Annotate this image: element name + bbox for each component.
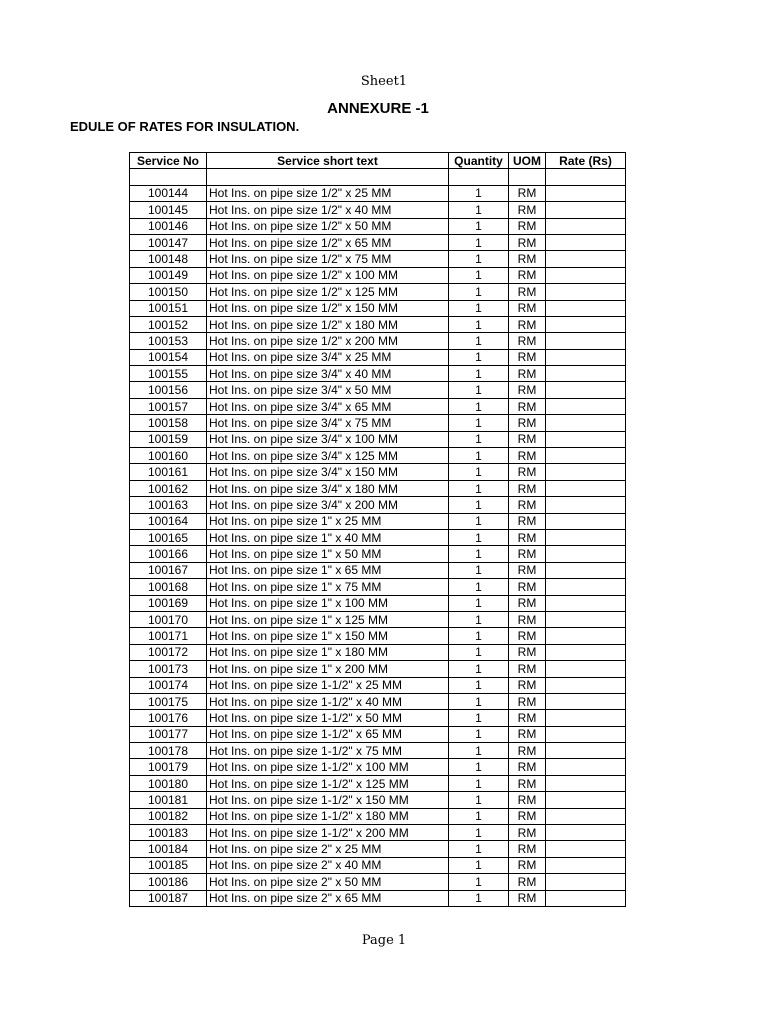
table-row bbox=[130, 857, 626, 873]
table-cell bbox=[130, 169, 207, 185]
quantity-cell: 1 bbox=[449, 284, 509, 300]
uom-cell: RM bbox=[509, 398, 546, 414]
rate-cell bbox=[546, 316, 626, 332]
service-no-cell: 100158 bbox=[130, 415, 207, 431]
service-text-cell: Hot Ins. on pipe size 1" x 125 MM bbox=[207, 611, 449, 627]
rate-cell bbox=[546, 497, 626, 513]
table-row bbox=[130, 661, 626, 677]
column-header-service-no: Service No bbox=[130, 153, 207, 169]
table-row bbox=[130, 611, 626, 627]
service-text-cell: Hot Ins. on pipe size 2" x 25 MM bbox=[207, 841, 449, 857]
rate-cell bbox=[546, 398, 626, 414]
table-row bbox=[130, 382, 626, 398]
service-text-cell: Hot Ins. on pipe size 1/2" x 200 MM bbox=[207, 333, 449, 349]
service-no-cell: 100169 bbox=[130, 595, 207, 611]
service-no-cell: 100175 bbox=[130, 693, 207, 709]
rate-cell bbox=[546, 644, 626, 660]
rate-cell bbox=[546, 775, 626, 791]
service-text-cell: Hot Ins. on pipe size 3/4" x 65 MM bbox=[207, 398, 449, 414]
service-no-cell: 100160 bbox=[130, 448, 207, 464]
table-row bbox=[130, 693, 626, 709]
rate-cell bbox=[546, 825, 626, 841]
rate-cell bbox=[546, 743, 626, 759]
table-row bbox=[130, 431, 626, 447]
rate-cell bbox=[546, 382, 626, 398]
rate-cell bbox=[546, 284, 626, 300]
uom-cell: RM bbox=[509, 415, 546, 431]
service-no-cell: 100186 bbox=[130, 874, 207, 890]
uom-cell: RM bbox=[509, 234, 546, 250]
service-no-cell: 100162 bbox=[130, 480, 207, 496]
rate-cell bbox=[546, 300, 626, 316]
service-text-cell: Hot Ins. on pipe size 1" x 100 MM bbox=[207, 595, 449, 611]
quantity-cell: 1 bbox=[449, 218, 509, 234]
service-no-cell: 100187 bbox=[130, 890, 207, 906]
table-row bbox=[130, 300, 626, 316]
rate-cell bbox=[546, 677, 626, 693]
table-row bbox=[130, 677, 626, 693]
table-row bbox=[130, 234, 626, 250]
quantity-cell: 1 bbox=[449, 644, 509, 660]
table-row bbox=[130, 185, 626, 201]
quantity-cell: 1 bbox=[449, 480, 509, 496]
table-row bbox=[130, 284, 626, 300]
quantity-cell: 1 bbox=[449, 628, 509, 644]
table-row bbox=[130, 890, 626, 906]
uom-cell: RM bbox=[509, 857, 546, 873]
table-row-spacer bbox=[130, 169, 626, 185]
table-row bbox=[130, 415, 626, 431]
quantity-cell: 1 bbox=[449, 677, 509, 693]
table-row bbox=[130, 710, 626, 726]
column-header-service-text: Service short text bbox=[207, 153, 449, 169]
service-no-cell: 100172 bbox=[130, 644, 207, 660]
service-no-cell: 100164 bbox=[130, 513, 207, 529]
service-text-cell: Hot Ins. on pipe size 3/4" x 50 MM bbox=[207, 382, 449, 398]
table-row bbox=[130, 398, 626, 414]
uom-cell: RM bbox=[509, 759, 546, 775]
quantity-cell: 1 bbox=[449, 579, 509, 595]
table-row bbox=[130, 497, 626, 513]
quantity-cell: 1 bbox=[449, 251, 509, 267]
rate-cell bbox=[546, 366, 626, 382]
service-text-cell: Hot Ins. on pipe size 1/2" x 150 MM bbox=[207, 300, 449, 316]
quantity-cell: 1 bbox=[449, 300, 509, 316]
uom-cell: RM bbox=[509, 513, 546, 529]
uom-cell: RM bbox=[509, 841, 546, 857]
quantity-cell: 1 bbox=[449, 234, 509, 250]
table-row bbox=[130, 546, 626, 562]
table-row bbox=[130, 464, 626, 480]
rate-cell bbox=[546, 202, 626, 218]
service-text-cell: Hot Ins. on pipe size 1/2" x 25 MM bbox=[207, 185, 449, 201]
table-row bbox=[130, 480, 626, 496]
service-text-cell: Hot Ins. on pipe size 1-1/2" x 50 MM bbox=[207, 710, 449, 726]
quantity-cell: 1 bbox=[449, 874, 509, 890]
rate-cell bbox=[546, 464, 626, 480]
page-title: ANNEXURE -1 bbox=[327, 100, 429, 117]
rate-cell bbox=[546, 874, 626, 890]
service-text-cell: Hot Ins. on pipe size 1/2" x 50 MM bbox=[207, 218, 449, 234]
service-text-cell: Hot Ins. on pipe size 1/2" x 75 MM bbox=[207, 251, 449, 267]
rate-cell bbox=[546, 611, 626, 627]
rate-cell bbox=[546, 726, 626, 742]
quantity-cell: 1 bbox=[449, 693, 509, 709]
uom-cell: RM bbox=[509, 251, 546, 267]
uom-cell: RM bbox=[509, 185, 546, 201]
quantity-cell: 1 bbox=[449, 448, 509, 464]
service-no-cell: 100171 bbox=[130, 628, 207, 644]
rate-cell bbox=[546, 562, 626, 578]
quantity-cell: 1 bbox=[449, 710, 509, 726]
rate-cell bbox=[546, 857, 626, 873]
rate-cell bbox=[546, 480, 626, 496]
service-text-cell: Hot Ins. on pipe size 3/4" x 25 MM bbox=[207, 349, 449, 365]
quantity-cell: 1 bbox=[449, 366, 509, 382]
service-text-cell: Hot Ins. on pipe size 1-1/2" x 40 MM bbox=[207, 693, 449, 709]
rate-cell bbox=[546, 218, 626, 234]
service-no-cell: 100181 bbox=[130, 792, 207, 808]
table-row bbox=[130, 562, 626, 578]
service-no-cell: 100184 bbox=[130, 841, 207, 857]
quantity-cell: 1 bbox=[449, 792, 509, 808]
table-row bbox=[130, 825, 626, 841]
service-no-cell: 100145 bbox=[130, 202, 207, 218]
table-row bbox=[130, 775, 626, 791]
uom-cell: RM bbox=[509, 562, 546, 578]
table-row bbox=[130, 644, 626, 660]
table-row bbox=[130, 726, 626, 742]
uom-cell: RM bbox=[509, 448, 546, 464]
quantity-cell: 1 bbox=[449, 661, 509, 677]
table-row bbox=[130, 759, 626, 775]
service-no-cell: 100155 bbox=[130, 366, 207, 382]
rate-cell bbox=[546, 267, 626, 283]
column-header-rate: Rate (Rs) bbox=[546, 153, 626, 169]
table-body bbox=[130, 169, 626, 907]
service-text-cell: Hot Ins. on pipe size 2" x 40 MM bbox=[207, 857, 449, 873]
service-no-cell: 100156 bbox=[130, 382, 207, 398]
rate-cell bbox=[546, 841, 626, 857]
quantity-cell: 1 bbox=[449, 431, 509, 447]
service-no-cell: 100150 bbox=[130, 284, 207, 300]
uom-cell: RM bbox=[509, 726, 546, 742]
service-no-cell: 100167 bbox=[130, 562, 207, 578]
service-text-cell: Hot Ins. on pipe size 1" x 75 MM bbox=[207, 579, 449, 595]
service-no-cell: 100182 bbox=[130, 808, 207, 824]
table-row bbox=[130, 448, 626, 464]
rate-cell bbox=[546, 628, 626, 644]
rate-cell bbox=[546, 333, 626, 349]
quantity-cell: 1 bbox=[449, 890, 509, 906]
table-cell bbox=[509, 169, 546, 185]
service-no-cell: 100149 bbox=[130, 267, 207, 283]
rate-cell bbox=[546, 546, 626, 562]
service-no-cell: 100146 bbox=[130, 218, 207, 234]
service-no-cell: 100153 bbox=[130, 333, 207, 349]
service-text-cell: Hot Ins. on pipe size 3/4" x 40 MM bbox=[207, 366, 449, 382]
uom-cell: RM bbox=[509, 218, 546, 234]
table-row bbox=[130, 579, 626, 595]
rate-cell bbox=[546, 759, 626, 775]
uom-cell: RM bbox=[509, 595, 546, 611]
service-text-cell: Hot Ins. on pipe size 1/2" x 65 MM bbox=[207, 234, 449, 250]
quantity-cell: 1 bbox=[449, 562, 509, 578]
quantity-cell: 1 bbox=[449, 333, 509, 349]
service-text-cell: Hot Ins. on pipe size 1-1/2" x 65 MM bbox=[207, 726, 449, 742]
uom-cell: RM bbox=[509, 743, 546, 759]
uom-cell: RM bbox=[509, 267, 546, 283]
service-text-cell: Hot Ins. on pipe size 2" x 65 MM bbox=[207, 890, 449, 906]
table-row bbox=[130, 316, 626, 332]
table-row bbox=[130, 218, 626, 234]
service-text-cell: Hot Ins. on pipe size 3/4" x 200 MM bbox=[207, 497, 449, 513]
uom-cell: RM bbox=[509, 333, 546, 349]
service-no-cell: 100177 bbox=[130, 726, 207, 742]
table-row bbox=[130, 628, 626, 644]
service-text-cell: Hot Ins. on pipe size 1" x 50 MM bbox=[207, 546, 449, 562]
service-no-cell: 100173 bbox=[130, 661, 207, 677]
uom-cell: RM bbox=[509, 546, 546, 562]
rate-cell bbox=[546, 595, 626, 611]
service-text-cell: Hot Ins. on pipe size 1/2" x 40 MM bbox=[207, 202, 449, 218]
rate-cell bbox=[546, 579, 626, 595]
uom-cell: RM bbox=[509, 497, 546, 513]
uom-cell: RM bbox=[509, 316, 546, 332]
rate-cell bbox=[546, 529, 626, 545]
page-subtitle: EDULE OF RATES FOR INSULATION. bbox=[70, 119, 300, 134]
uom-cell: RM bbox=[509, 480, 546, 496]
table-row bbox=[130, 743, 626, 759]
service-no-cell: 100144 bbox=[130, 185, 207, 201]
service-no-cell: 100174 bbox=[130, 677, 207, 693]
uom-cell: RM bbox=[509, 874, 546, 890]
rate-cell bbox=[546, 693, 626, 709]
quantity-cell: 1 bbox=[449, 726, 509, 742]
rate-cell bbox=[546, 251, 626, 267]
uom-cell: RM bbox=[509, 825, 546, 841]
service-no-cell: 100180 bbox=[130, 775, 207, 791]
quantity-cell: 1 bbox=[449, 857, 509, 873]
uom-cell: RM bbox=[509, 464, 546, 480]
quantity-cell: 1 bbox=[449, 349, 509, 365]
quantity-cell: 1 bbox=[449, 546, 509, 562]
service-no-cell: 100168 bbox=[130, 579, 207, 595]
service-text-cell: Hot Ins. on pipe size 1" x 65 MM bbox=[207, 562, 449, 578]
uom-cell: RM bbox=[509, 202, 546, 218]
quantity-cell: 1 bbox=[449, 316, 509, 332]
quantity-cell: 1 bbox=[449, 775, 509, 791]
sheet-name: Sheet1 bbox=[360, 74, 408, 89]
quantity-cell: 1 bbox=[449, 267, 509, 283]
service-no-cell: 100176 bbox=[130, 710, 207, 726]
uom-cell: RM bbox=[509, 628, 546, 644]
service-no-cell: 100178 bbox=[130, 743, 207, 759]
service-text-cell: Hot Ins. on pipe size 3/4" x 100 MM bbox=[207, 431, 449, 447]
rate-cell bbox=[546, 431, 626, 447]
service-text-cell: Hot Ins. on pipe size 3/4" x 75 MM bbox=[207, 415, 449, 431]
uom-cell: RM bbox=[509, 775, 546, 791]
quantity-cell: 1 bbox=[449, 595, 509, 611]
rate-cell bbox=[546, 808, 626, 824]
service-text-cell: Hot Ins. on pipe size 1-1/2" x 75 MM bbox=[207, 743, 449, 759]
quantity-cell: 1 bbox=[449, 415, 509, 431]
table-row bbox=[130, 349, 626, 365]
quantity-cell: 1 bbox=[449, 611, 509, 627]
service-text-cell: Hot Ins. on pipe size 1" x 40 MM bbox=[207, 529, 449, 545]
table-header-row bbox=[130, 153, 626, 169]
table-cell bbox=[449, 169, 509, 185]
table-row bbox=[130, 792, 626, 808]
service-text-cell: Hot Ins. on pipe size 1" x 200 MM bbox=[207, 661, 449, 677]
table-row bbox=[130, 808, 626, 824]
uom-cell: RM bbox=[509, 579, 546, 595]
table-row bbox=[130, 529, 626, 545]
uom-cell: RM bbox=[509, 382, 546, 398]
rate-cell bbox=[546, 513, 626, 529]
service-no-cell: 100148 bbox=[130, 251, 207, 267]
service-no-cell: 100151 bbox=[130, 300, 207, 316]
service-no-cell: 100154 bbox=[130, 349, 207, 365]
table-row bbox=[130, 366, 626, 382]
service-text-cell: Hot Ins. on pipe size 2" x 50 MM bbox=[207, 874, 449, 890]
quantity-cell: 1 bbox=[449, 382, 509, 398]
rate-cell bbox=[546, 448, 626, 464]
service-text-cell: Hot Ins. on pipe size 1/2" x 180 MM bbox=[207, 316, 449, 332]
service-text-cell: Hot Ins. on pipe size 1-1/2" x 180 MM bbox=[207, 808, 449, 824]
rate-cell bbox=[546, 792, 626, 808]
service-text-cell: Hot Ins. on pipe size 1-1/2" x 150 MM bbox=[207, 792, 449, 808]
uom-cell: RM bbox=[509, 431, 546, 447]
service-text-cell: Hot Ins. on pipe size 1" x 25 MM bbox=[207, 513, 449, 529]
service-text-cell: Hot Ins. on pipe size 3/4" x 150 MM bbox=[207, 464, 449, 480]
table-cell bbox=[546, 169, 626, 185]
service-text-cell: Hot Ins. on pipe size 1" x 150 MM bbox=[207, 628, 449, 644]
quantity-cell: 1 bbox=[449, 398, 509, 414]
quantity-cell: 1 bbox=[449, 841, 509, 857]
service-no-cell: 100166 bbox=[130, 546, 207, 562]
uom-cell: RM bbox=[509, 529, 546, 545]
table-row bbox=[130, 841, 626, 857]
quantity-cell: 1 bbox=[449, 743, 509, 759]
service-no-cell: 100157 bbox=[130, 398, 207, 414]
service-no-cell: 100147 bbox=[130, 234, 207, 250]
service-no-cell: 100159 bbox=[130, 431, 207, 447]
uom-cell: RM bbox=[509, 792, 546, 808]
uom-cell: RM bbox=[509, 710, 546, 726]
service-text-cell: Hot Ins. on pipe size 3/4" x 125 MM bbox=[207, 448, 449, 464]
uom-cell: RM bbox=[509, 693, 546, 709]
service-no-cell: 100179 bbox=[130, 759, 207, 775]
service-text-cell: Hot Ins. on pipe size 1-1/2" x 200 MM bbox=[207, 825, 449, 841]
quantity-cell: 1 bbox=[449, 808, 509, 824]
service-no-cell: 100165 bbox=[130, 529, 207, 545]
rate-cell bbox=[546, 890, 626, 906]
service-no-cell: 100185 bbox=[130, 857, 207, 873]
quantity-cell: 1 bbox=[449, 464, 509, 480]
column-header-uom: UOM bbox=[509, 153, 546, 169]
service-text-cell: Hot Ins. on pipe size 1" x 180 MM bbox=[207, 644, 449, 660]
uom-cell: RM bbox=[509, 284, 546, 300]
column-header-quantity: Quantity bbox=[449, 153, 509, 169]
rates-table bbox=[129, 152, 626, 907]
uom-cell: RM bbox=[509, 661, 546, 677]
table-row bbox=[130, 267, 626, 283]
table-row bbox=[130, 595, 626, 611]
quantity-cell: 1 bbox=[449, 202, 509, 218]
table-row bbox=[130, 874, 626, 890]
rate-cell bbox=[546, 710, 626, 726]
table-row bbox=[130, 202, 626, 218]
page-footer: Page 1 bbox=[361, 933, 407, 948]
service-no-cell: 100161 bbox=[130, 464, 207, 480]
quantity-cell: 1 bbox=[449, 185, 509, 201]
uom-cell: RM bbox=[509, 644, 546, 660]
service-text-cell: Hot Ins. on pipe size 1-1/2" x 125 MM bbox=[207, 775, 449, 791]
service-no-cell: 100152 bbox=[130, 316, 207, 332]
service-text-cell: Hot Ins. on pipe size 1-1/2" x 25 MM bbox=[207, 677, 449, 693]
service-no-cell: 100183 bbox=[130, 825, 207, 841]
service-text-cell: Hot Ins. on pipe size 1/2" x 125 MM bbox=[207, 284, 449, 300]
rate-cell bbox=[546, 234, 626, 250]
rate-cell bbox=[546, 415, 626, 431]
quantity-cell: 1 bbox=[449, 513, 509, 529]
service-text-cell: Hot Ins. on pipe size 3/4" x 180 MM bbox=[207, 480, 449, 496]
service-no-cell: 100170 bbox=[130, 611, 207, 627]
uom-cell: RM bbox=[509, 349, 546, 365]
uom-cell: RM bbox=[509, 808, 546, 824]
service-no-cell: 100163 bbox=[130, 497, 207, 513]
table-row bbox=[130, 333, 626, 349]
quantity-cell: 1 bbox=[449, 497, 509, 513]
rate-cell bbox=[546, 185, 626, 201]
quantity-cell: 1 bbox=[449, 759, 509, 775]
uom-cell: RM bbox=[509, 366, 546, 382]
uom-cell: RM bbox=[509, 677, 546, 693]
table-cell bbox=[207, 169, 449, 185]
rate-cell bbox=[546, 661, 626, 677]
rate-cell bbox=[546, 349, 626, 365]
table-row bbox=[130, 251, 626, 267]
uom-cell: RM bbox=[509, 890, 546, 906]
service-text-cell: Hot Ins. on pipe size 1-1/2" x 100 MM bbox=[207, 759, 449, 775]
service-text-cell: Hot Ins. on pipe size 1/2" x 100 MM bbox=[207, 267, 449, 283]
quantity-cell: 1 bbox=[449, 529, 509, 545]
uom-cell: RM bbox=[509, 611, 546, 627]
table-row bbox=[130, 513, 626, 529]
quantity-cell: 1 bbox=[449, 825, 509, 841]
uom-cell: RM bbox=[509, 300, 546, 316]
